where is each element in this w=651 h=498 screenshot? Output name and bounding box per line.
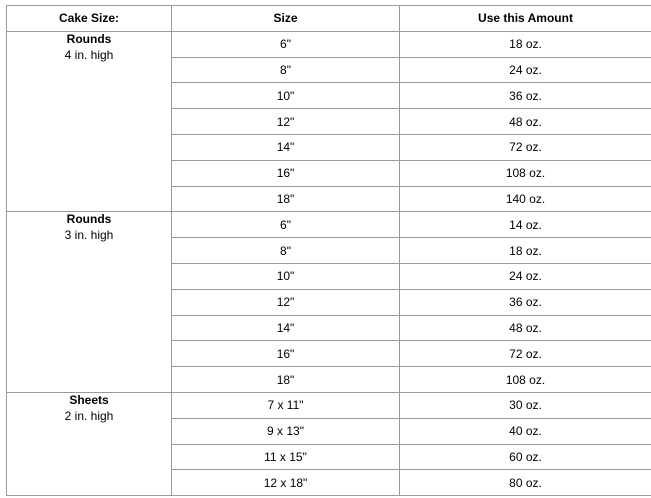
- size-cell: 14": [172, 315, 400, 341]
- amount-cell: 30 oz.: [400, 392, 651, 418]
- header-amount: Use this Amount: [400, 6, 651, 32]
- size-cell: 12 x 18": [172, 470, 400, 496]
- amount-cell: 18 oz.: [400, 238, 651, 264]
- table-row: [7, 31, 651, 57]
- cake-type-name: Rounds: [66, 31, 112, 46]
- size-cell: 9 x 13": [172, 418, 400, 444]
- amount-cell: 48 oz.: [400, 109, 651, 135]
- size-cell: 6": [172, 31, 400, 57]
- cake-height-label: 3 in. high: [64, 228, 114, 243]
- size-cell: 7 x 11": [172, 392, 400, 418]
- table-header: [7, 6, 651, 32]
- cake-type-name: Sheets: [69, 392, 109, 407]
- table-row: [7, 392, 651, 418]
- header-size: Size: [172, 6, 400, 32]
- size-cell: 11 x 15": [172, 444, 400, 470]
- size-cell: 16": [172, 341, 400, 367]
- cake-height-label: 4 in. high: [64, 47, 114, 62]
- amount-cell: 108 oz.: [400, 367, 651, 393]
- size-cell: 18": [172, 367, 400, 393]
- size-cell: 12": [172, 109, 400, 135]
- amount-cell: 24 oz.: [400, 263, 651, 289]
- amount-cell: 18 oz.: [400, 31, 651, 57]
- size-cell: 10": [172, 263, 400, 289]
- amount-cell: 140 oz.: [400, 186, 651, 212]
- cake-type-name: Rounds: [66, 212, 112, 227]
- amount-cell: 72 oz.: [400, 134, 651, 160]
- table-body: [7, 31, 651, 495]
- size-cell: 6": [172, 212, 400, 238]
- size-cell: 12": [172, 289, 400, 315]
- amount-cell: 72 oz.: [400, 341, 651, 367]
- amount-cell: 108 oz.: [400, 160, 651, 186]
- size-cell: 8": [172, 238, 400, 264]
- size-cell: 18": [172, 186, 400, 212]
- amount-cell: 80 oz.: [400, 470, 651, 496]
- amount-cell: 40 oz.: [400, 418, 651, 444]
- size-cell: 14": [172, 134, 400, 160]
- amount-cell: 14 oz.: [400, 212, 651, 238]
- amount-cell: 24 oz.: [400, 57, 651, 83]
- cake-type-cell: [7, 392, 172, 495]
- size-cell: 10": [172, 83, 400, 109]
- table-row: [7, 212, 651, 238]
- cake-type-cell: [7, 212, 172, 393]
- amount-cell: 36 oz.: [400, 83, 651, 109]
- size-cell: 16": [172, 160, 400, 186]
- cake-size-table: [6, 5, 651, 496]
- amount-cell: 36 oz.: [400, 289, 651, 315]
- amount-cell: 60 oz.: [400, 444, 651, 470]
- cake-type-cell: [7, 31, 172, 212]
- header-row: [7, 6, 651, 32]
- size-cell: 8": [172, 57, 400, 83]
- header-cake-size: Cake Size:: [7, 6, 172, 32]
- amount-cell: 48 oz.: [400, 315, 651, 341]
- cake-height-label: 2 in. high: [64, 408, 114, 423]
